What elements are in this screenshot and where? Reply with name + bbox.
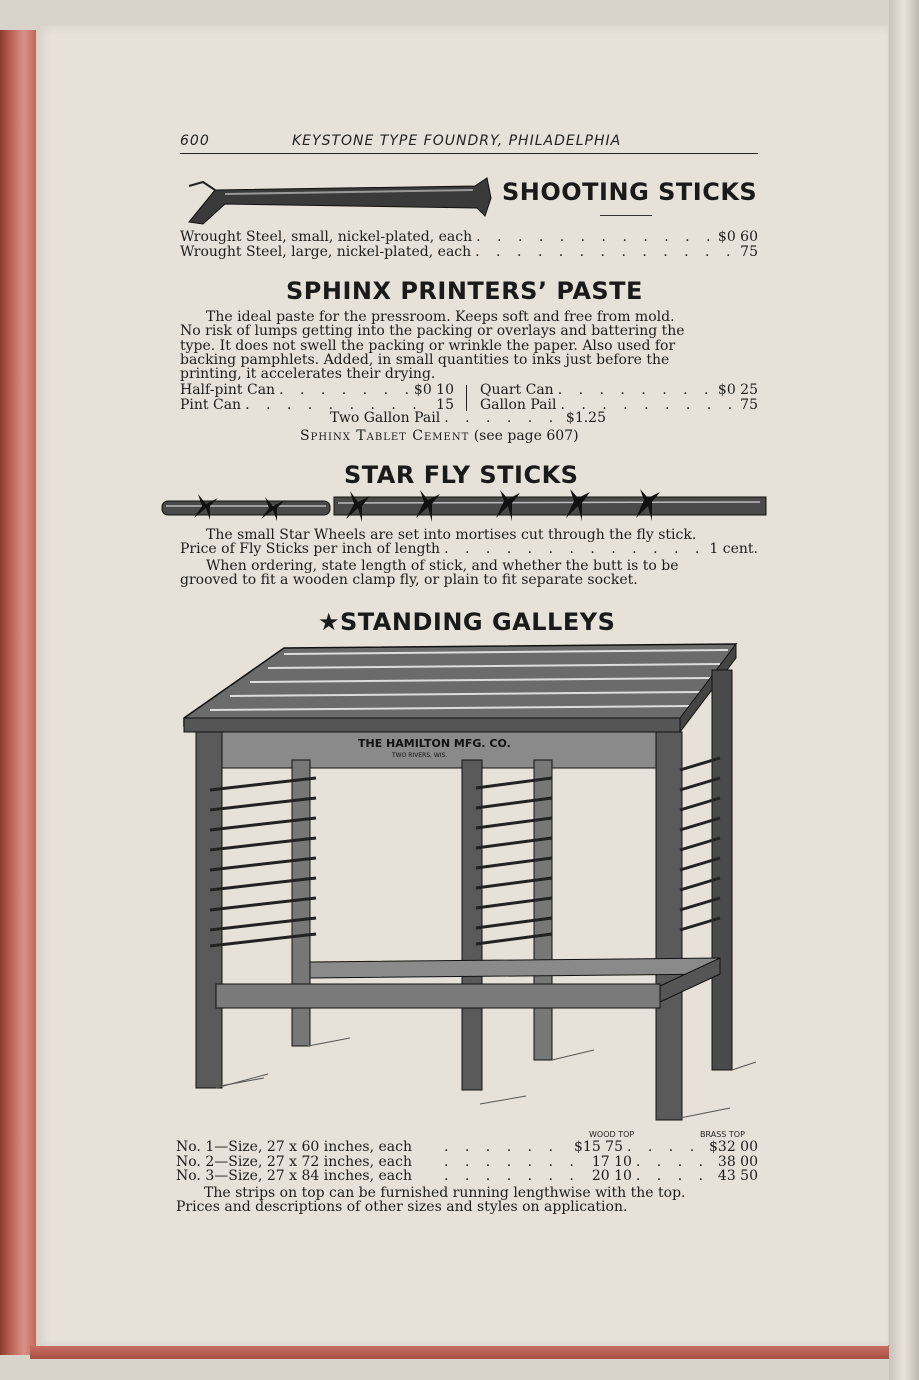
para-line: backing pamphlets. Added, in small quantities to inks just before the xyxy=(180,351,670,368)
leader-dots xyxy=(475,245,736,260)
column-header-brass: BRASS TOP xyxy=(700,1130,745,1139)
fly-sticks-heading: STAR FLY STICKS xyxy=(344,461,579,489)
item-label: Price of Fly Sticks per inch of length xyxy=(180,541,441,558)
column-divider xyxy=(466,385,467,411)
item-price: 15 xyxy=(436,396,454,413)
running-header xyxy=(180,131,758,154)
item-label: Wrought Steel, small, nickel-plated, each xyxy=(180,229,473,245)
fly-sticks-price-row xyxy=(180,542,758,557)
table-row xyxy=(176,1140,758,1155)
column-header-wood: WOOD TOP xyxy=(589,1130,635,1139)
list-item xyxy=(330,411,606,426)
sphinx-cement-note xyxy=(300,429,579,444)
leader-dots xyxy=(558,383,714,398)
para-line: printing, it accelerates their drying. xyxy=(180,366,436,383)
item-price: $0 25 xyxy=(717,382,758,398)
page-number: 600 xyxy=(180,133,210,149)
item-label: No. 1—Size, 27 x 60 inches, each xyxy=(176,1139,412,1155)
para-line: When ordering, state length of stick, and whether the butt is to be xyxy=(206,557,679,574)
book-right-edge xyxy=(889,0,919,1380)
wood-price: 20 10 xyxy=(591,1168,632,1184)
maker-place: TWO RIVERS, WIS. xyxy=(392,752,448,759)
shooting-sticks-heading: SHOOTING STICKS xyxy=(502,178,758,206)
list-item xyxy=(180,383,454,398)
wood-price: $15 75 xyxy=(574,1139,623,1155)
list-item xyxy=(180,245,758,260)
list-item xyxy=(180,230,758,245)
book-bottom-edge xyxy=(30,1345,889,1359)
leader-dots xyxy=(444,1140,570,1155)
leader-dots xyxy=(444,542,705,557)
brass-price: 43 50 xyxy=(717,1168,758,1184)
cement-ref: (see page 607) xyxy=(473,428,579,444)
item-label: No. 2—Size, 27 x 72 inches, each xyxy=(176,1153,412,1170)
fly-sticks-description xyxy=(180,528,758,587)
leader-dots xyxy=(444,1155,588,1170)
list-item xyxy=(480,383,758,398)
wood-price: 17 10 xyxy=(591,1153,632,1170)
cement-name: Sphinx Tablet Cement xyxy=(300,428,470,444)
item-label: Pint Can xyxy=(180,396,242,413)
fly-sticks-illustration xyxy=(160,488,770,526)
leader-dots xyxy=(636,1155,714,1170)
sphinx-description xyxy=(180,310,758,381)
para-line: The small Star Wheels are set into mortises cut through the fly stick. xyxy=(206,527,697,543)
para-line: The ideal paste for the pressroom. Keeps soft and free from mold. xyxy=(206,309,675,325)
galleys-heading: ★STANDING GALLEYS xyxy=(318,608,616,636)
item-label: Gallon Pail xyxy=(480,396,557,413)
brass-price: $32 00 xyxy=(709,1139,758,1155)
table-row xyxy=(176,1155,758,1170)
leader-dots xyxy=(444,411,562,426)
para-line: No risk of lumps getting into the packing or overlays and battering the xyxy=(180,323,685,340)
heading-rule xyxy=(600,215,652,216)
shooting-sticks-list xyxy=(180,230,758,259)
item-label: Wrought Steel, large, nickel-plated, each xyxy=(180,243,472,260)
item-price: $0 60 xyxy=(717,229,758,245)
leader-dots xyxy=(627,1140,705,1155)
item-price: $0 10 xyxy=(413,382,454,398)
para-line: Prices and descriptions of other sizes and styles on application. xyxy=(176,1198,628,1215)
leader-dots xyxy=(444,1169,588,1184)
book-spine-edge xyxy=(0,30,40,1355)
sphinx-heading: SPHINX PRINTERS’ PASTE xyxy=(286,277,643,305)
para-line: The strips on top can be furnished running lengthwise with the top. xyxy=(204,1184,686,1201)
maker-name: THE HAMILTON MFG. CO. xyxy=(358,737,511,750)
item-label: No. 3—Size, 27 x 84 inches, each xyxy=(176,1168,412,1184)
item-price: $1.25 xyxy=(565,410,606,426)
item-label: Quart Can xyxy=(480,382,554,398)
sphinx-prices-left xyxy=(180,383,454,412)
sphinx-pail-row xyxy=(330,411,606,426)
leader-dots xyxy=(279,383,410,398)
sphinx-prices-right xyxy=(480,383,758,412)
shooting-stick-illustration xyxy=(185,174,495,226)
item-label: Half-pint Can xyxy=(180,382,276,398)
brass-price: 38 00 xyxy=(717,1153,758,1170)
running-title: KEYSTONE TYPE FOUNDRY, PHILADELPHIA xyxy=(292,133,622,149)
item-price: 1 cent. xyxy=(709,541,758,558)
galleys-price-table xyxy=(176,1140,758,1214)
leader-dots xyxy=(476,230,714,245)
para-line: type. It does not swell the packing or wrinkle the paper. Also used for xyxy=(180,337,676,354)
list-item xyxy=(480,398,758,413)
item-price: 75 xyxy=(740,243,758,260)
leader-dots xyxy=(636,1169,714,1184)
item-price: 75 xyxy=(740,396,758,413)
table-row xyxy=(176,1169,758,1184)
standing-galley-illustration xyxy=(180,640,760,1124)
para-line: grooved to fit a wooden clamp fly, or plain to fit separate socket. xyxy=(180,572,638,589)
item-label: Two Gallon Pail xyxy=(330,410,441,426)
